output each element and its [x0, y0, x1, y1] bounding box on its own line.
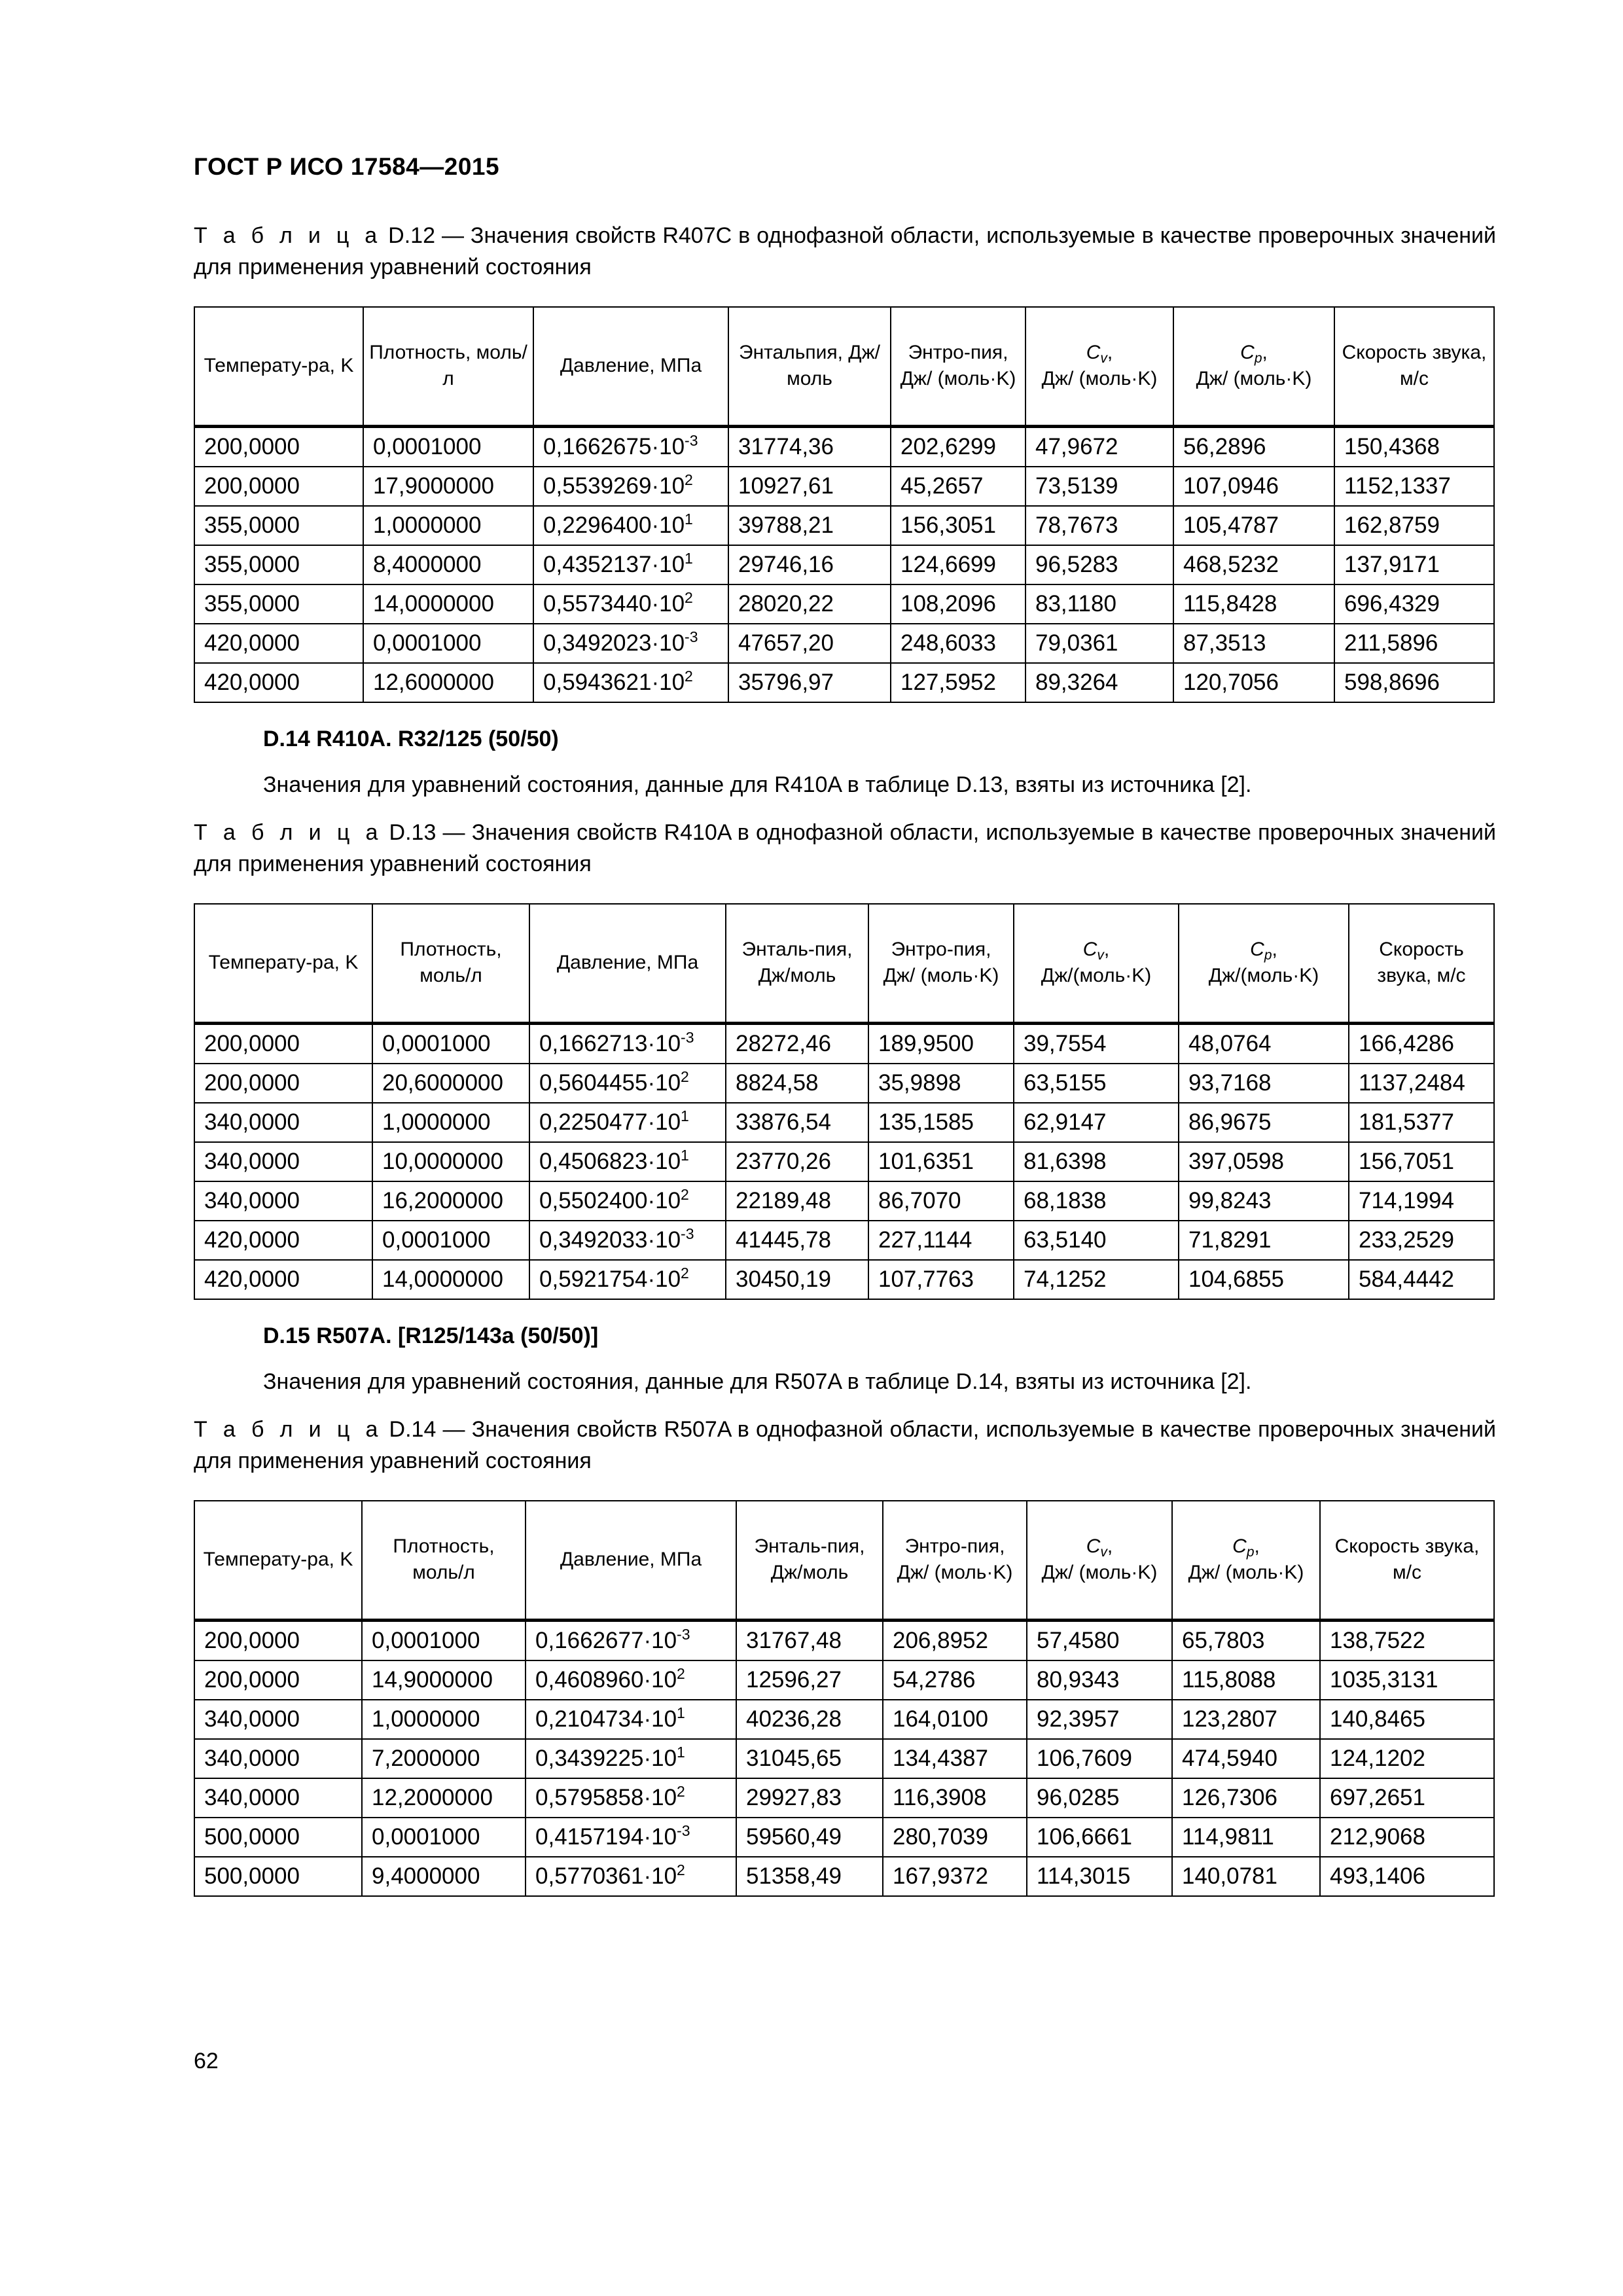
cell-enthalpy: 35796,97 — [728, 663, 891, 702]
cell-temperature: 340,0000 — [194, 1103, 372, 1142]
cell-cv: 57,4580 — [1027, 1620, 1172, 1660]
table-row — [194, 1221, 1494, 1260]
cell-entropy: 164,0100 — [883, 1700, 1027, 1739]
header-sound-speed: Скорость звука, м/с — [1334, 307, 1494, 426]
cell-density: 0,0001000 — [372, 1023, 529, 1064]
table-row — [194, 584, 1494, 624]
cell-cv: 74,1252 — [1014, 1260, 1179, 1299]
cell-pressure: $0,4608960\cdot 10^2$ — [526, 1660, 736, 1700]
cell-cv: 96,5283 — [1026, 545, 1173, 584]
cell-enthalpy: 39788,21 — [728, 506, 891, 545]
cell-pressure: $0,5795858\cdot 10^2$ — [526, 1778, 736, 1818]
cell-sound-speed: 212,9068 — [1320, 1818, 1494, 1857]
header-enthalpy: Энталь-пия, Дж/моль — [726, 904, 868, 1023]
cell-cp: 99,8243 — [1179, 1181, 1349, 1221]
cell-temperature: 500,0000 — [194, 1818, 362, 1857]
cell-cv: 92,3957 — [1027, 1700, 1172, 1739]
cell-enthalpy: 41445,78 — [726, 1221, 868, 1260]
cell-cp: 48,0764 — [1179, 1023, 1349, 1064]
cell-cv: 63,5155 — [1014, 1064, 1179, 1103]
cell-cv: 96,0285 — [1027, 1778, 1172, 1818]
table-row — [194, 1181, 1494, 1221]
table-row — [194, 467, 1494, 506]
cell-cp: 65,7803 — [1172, 1620, 1320, 1660]
cell-cp: 126,7306 — [1172, 1778, 1320, 1818]
cell-cv: 63,5140 — [1014, 1221, 1179, 1260]
cell-temperature: 200,0000 — [194, 1660, 362, 1700]
header-pressure: Давление, МПа — [529, 904, 726, 1023]
cell-sound-speed: 1152,1337 — [1334, 467, 1494, 506]
table-row — [194, 1700, 1494, 1739]
cell-enthalpy: 59560,49 — [736, 1818, 883, 1857]
cell-cv: 68,1838 — [1014, 1181, 1179, 1221]
cell-enthalpy: 33876,54 — [726, 1103, 868, 1142]
cell-pressure: $0,2250477\cdot 10^1$ — [529, 1103, 726, 1142]
cell-density: 0,0001000 — [362, 1818, 526, 1857]
cell-sound-speed: 696,4329 — [1334, 584, 1494, 624]
cell-pressure: $0,3492023\cdot 10^{-3}$ — [533, 624, 728, 663]
cell-cv: 81,6398 — [1014, 1142, 1179, 1181]
cell-enthalpy: 10927,61 — [728, 467, 891, 506]
cell-cv: 80,9343 — [1027, 1660, 1172, 1700]
cell-density: 12,6000000 — [363, 663, 533, 702]
header-cp: $C_p$, Дж/ (моль·K) — [1172, 1501, 1320, 1620]
cell-cp: 56,2896 — [1173, 426, 1334, 467]
table-row — [194, 1142, 1494, 1181]
cell-entropy: 54,2786 — [883, 1660, 1027, 1700]
header-cv: $C_v$, Дж/ (моль·K) — [1026, 307, 1173, 426]
cell-cv: 78,7673 — [1026, 506, 1173, 545]
section-text-d15: Значения для уравнений состояния, данные для R507A в таблице D.14, взяты из источника [2]. — [263, 1369, 1252, 1394]
section-title-d15: D.15 R507A. [R125/143a (50/50)] — [263, 1323, 599, 1348]
caption-prefix: Т а б л и ц а — [194, 820, 383, 845]
cell-temperature: 355,0000 — [194, 584, 363, 624]
cell-cp: 93,7168 — [1179, 1064, 1349, 1103]
cell-entropy: 135,1585 — [868, 1103, 1014, 1142]
cell-cp: 115,8088 — [1172, 1660, 1320, 1700]
table-row — [194, 624, 1494, 663]
cell-enthalpy: 28020,22 — [728, 584, 891, 624]
cell-sound-speed: 124,1202 — [1320, 1739, 1494, 1778]
table-row — [194, 506, 1494, 545]
table-row — [194, 1023, 1494, 1064]
cell-temperature: 500,0000 — [194, 1857, 362, 1896]
cell-temperature: 340,0000 — [194, 1181, 372, 1221]
cell-enthalpy: 8824,58 — [726, 1064, 868, 1103]
cell-sound-speed: 697,2651 — [1320, 1778, 1494, 1818]
cell-entropy: 108,2096 — [891, 584, 1026, 624]
header-density: Плотность, моль/л — [362, 1501, 526, 1620]
cell-density: 0,0001000 — [362, 1620, 526, 1660]
cell-entropy: 124,6699 — [891, 545, 1026, 584]
cell-cp: 468,5232 — [1173, 545, 1334, 584]
cell-cv: 114,3015 — [1027, 1857, 1172, 1896]
header-entropy: Энтро-пия, Дж/ (моль·K) — [883, 1501, 1027, 1620]
cell-sound-speed: 162,8759 — [1334, 506, 1494, 545]
header-sound-speed: Скорость звука, м/с — [1320, 1501, 1494, 1620]
cell-temperature: 200,0000 — [194, 1064, 372, 1103]
header-entropy: Энтро-пия, Дж/ (моль·K) — [891, 307, 1026, 426]
caption-text: D.12 — Значения свойств R407C в однофазной области, используемые в качестве проверочных значений для применения уравнений состояния — [194, 223, 1497, 279]
cell-density: 9,4000000 — [362, 1857, 526, 1896]
cell-pressure: $0,3439225\cdot 10^1$ — [526, 1739, 736, 1778]
cell-enthalpy: 22189,48 — [726, 1181, 868, 1221]
cell-cp: 107,0946 — [1173, 467, 1334, 506]
header-density: Плотность, моль/л — [372, 904, 529, 1023]
cell-temperature: 420,0000 — [194, 1221, 372, 1260]
cell-cv: 47,9672 — [1026, 426, 1173, 467]
cell-sound-speed: 1035,3131 — [1320, 1660, 1494, 1700]
table-d14 — [194, 1500, 1495, 1897]
cell-entropy: 116,3908 — [883, 1778, 1027, 1818]
cell-pressure: $0,5770361\cdot 10^2$ — [526, 1857, 736, 1896]
cell-enthalpy: 40236,28 — [736, 1700, 883, 1739]
header-entropy: Энтро-пия, Дж/ (моль·K) — [868, 904, 1014, 1023]
header-pressure: Давление, МПа — [526, 1501, 736, 1620]
cell-pressure: $0,4352137\cdot 10^1$ — [533, 545, 728, 584]
page-header-title: ГОСТ Р ИСО 17584—2015 — [194, 153, 500, 180]
cell-cv: 39,7554 — [1014, 1023, 1179, 1064]
section-title-d14: D.14 R410A. R32/125 (50/50) — [263, 726, 559, 751]
cell-cp: 397,0598 — [1179, 1142, 1349, 1181]
cell-density: 16,2000000 — [372, 1181, 529, 1221]
section-text-d14: Значения для уравнений состояния, данные для R410A в таблице D.13, взяты из источника [2]. — [263, 772, 1252, 797]
cell-sound-speed: 493,1406 — [1320, 1857, 1494, 1896]
header-temperature: Температу-ра, K — [194, 307, 363, 426]
cell-density: 14,0000000 — [363, 584, 533, 624]
cell-sound-speed: 181,5377 — [1349, 1103, 1494, 1142]
table-row — [194, 663, 1494, 702]
cell-pressure: $0,5604455\cdot 10^2$ — [529, 1064, 726, 1103]
cell-density: 14,9000000 — [362, 1660, 526, 1700]
cell-cv: 89,3264 — [1026, 663, 1173, 702]
cell-pressure: $0,5573440\cdot 10^2$ — [533, 584, 728, 624]
cell-cp: 104,6855 — [1179, 1260, 1349, 1299]
cell-temperature: 355,0000 — [194, 506, 363, 545]
cell-density: 0,0001000 — [363, 426, 533, 467]
cell-cp: 123,2807 — [1172, 1700, 1320, 1739]
cell-enthalpy: 29927,83 — [736, 1778, 883, 1818]
cell-sound-speed: 211,5896 — [1334, 624, 1494, 663]
table-caption-d12 — [194, 220, 1496, 283]
cell-pressure: $0,5502400\cdot 10^2$ — [529, 1181, 726, 1221]
cell-entropy: 167,9372 — [883, 1857, 1027, 1896]
cell-temperature: 420,0000 — [194, 1260, 372, 1299]
cell-sound-speed: 714,1994 — [1349, 1181, 1494, 1221]
cell-enthalpy: 28272,46 — [726, 1023, 868, 1064]
table-row — [194, 1660, 1494, 1700]
cell-pressure: $0,4506823\cdot 10^1$ — [529, 1142, 726, 1181]
cell-sound-speed: 140,8465 — [1320, 1700, 1494, 1739]
cell-cp: 105,4787 — [1173, 506, 1334, 545]
cell-entropy: 227,1144 — [868, 1221, 1014, 1260]
cell-sound-speed: 584,4442 — [1349, 1260, 1494, 1299]
cell-enthalpy: 31767,48 — [736, 1620, 883, 1660]
cell-density: 0,0001000 — [372, 1221, 529, 1260]
table-header-row — [194, 904, 1494, 1023]
cell-density: 8,4000000 — [363, 545, 533, 584]
cell-temperature: 340,0000 — [194, 1700, 362, 1739]
header-temperature: Температу-ра, K — [194, 904, 372, 1023]
cell-cv: 79,0361 — [1026, 624, 1173, 663]
cell-density: 7,2000000 — [362, 1739, 526, 1778]
table-caption-d13 — [194, 817, 1496, 880]
caption-text: D.14 — Значения свойств R507A в однофазной области, используемые в качестве проверочных значений для применения уравнений состояния — [194, 1417, 1497, 1473]
cell-cv: 106,6661 — [1027, 1818, 1172, 1857]
cell-temperature: 420,0000 — [194, 663, 363, 702]
cell-cp: 87,3513 — [1173, 624, 1334, 663]
cell-cp: 120,7056 — [1173, 663, 1334, 702]
cell-sound-speed: 598,8696 — [1334, 663, 1494, 702]
cell-pressure: $0,1662677\cdot 10^{-3}$ — [526, 1620, 736, 1660]
table-row — [194, 426, 1494, 467]
header-sound-speed: Скорость звука, м/с — [1349, 904, 1494, 1023]
header-enthalpy: Энтальпия, Дж/моль — [728, 307, 891, 426]
cell-sound-speed: 1137,2484 — [1349, 1064, 1494, 1103]
cell-pressure: $0,2104734\cdot 10^1$ — [526, 1700, 736, 1739]
cell-temperature: 420,0000 — [194, 624, 363, 663]
cell-temperature: 355,0000 — [194, 545, 363, 584]
cell-enthalpy: 31774,36 — [728, 426, 891, 467]
table-row — [194, 1064, 1494, 1103]
cell-sound-speed: 156,7051 — [1349, 1142, 1494, 1181]
header-cv: $C_v$, Дж/ (моль·K) — [1027, 1501, 1172, 1620]
header-temperature: Температу-ра, K — [194, 1501, 362, 1620]
cell-temperature: 200,0000 — [194, 1620, 362, 1660]
table-row — [194, 545, 1494, 584]
cell-pressure: $0,2296400\cdot 10^1$ — [533, 506, 728, 545]
cell-entropy: 202,6299 — [891, 426, 1026, 467]
cell-pressure: $0,3492033\cdot 10^{-3}$ — [529, 1221, 726, 1260]
table-header-row — [194, 307, 1494, 426]
header-enthalpy: Энталь-пия, Дж/моль — [736, 1501, 883, 1620]
caption-prefix: Т а б л и ц а — [194, 1417, 383, 1442]
cell-enthalpy: 12596,27 — [736, 1660, 883, 1700]
cell-cp: 71,8291 — [1179, 1221, 1349, 1260]
table-d13 — [194, 903, 1495, 1300]
cell-enthalpy: 31045,65 — [736, 1739, 883, 1778]
cell-density: 14,0000000 — [372, 1260, 529, 1299]
cell-density: 1,0000000 — [362, 1700, 526, 1739]
cell-entropy: 35,9898 — [868, 1064, 1014, 1103]
cell-sound-speed: 166,4286 — [1349, 1023, 1494, 1064]
table-row — [194, 1778, 1494, 1818]
cell-temperature: 340,0000 — [194, 1778, 362, 1818]
table-row — [194, 1260, 1494, 1299]
cell-density: 1,0000000 — [372, 1103, 529, 1142]
header-cv: $C_v$, Дж/(моль·K) — [1014, 904, 1179, 1023]
cell-density: 10,0000000 — [372, 1142, 529, 1181]
cell-pressure: $0,5921754\cdot 10^2$ — [529, 1260, 726, 1299]
cell-cp: 140,0781 — [1172, 1857, 1320, 1896]
cell-enthalpy: 30450,19 — [726, 1260, 868, 1299]
cell-entropy: 134,4387 — [883, 1739, 1027, 1778]
caption-prefix: Т а б л и ц а — [194, 223, 382, 248]
cell-enthalpy: 51358,49 — [736, 1857, 883, 1896]
cell-temperature: 200,0000 — [194, 467, 363, 506]
cell-pressure: $0,4157194\cdot 10^{-3}$ — [526, 1818, 736, 1857]
cell-entropy: 156,3051 — [891, 506, 1026, 545]
cell-cp: 115,8428 — [1173, 584, 1334, 624]
cell-pressure: $0,5943621\cdot 10^2$ — [533, 663, 728, 702]
cell-density: 17,9000000 — [363, 467, 533, 506]
table-row — [194, 1818, 1494, 1857]
cell-cv: 106,7609 — [1027, 1739, 1172, 1778]
cell-temperature: 340,0000 — [194, 1739, 362, 1778]
cell-pressure: $0,1662675\cdot 10^{-3}$ — [533, 426, 728, 467]
cell-cv: 83,1180 — [1026, 584, 1173, 624]
cell-temperature: 340,0000 — [194, 1142, 372, 1181]
cell-temperature: 200,0000 — [194, 1023, 372, 1064]
cell-sound-speed: 150,4368 — [1334, 426, 1494, 467]
cell-entropy: 280,7039 — [883, 1818, 1027, 1857]
cell-density: 12,2000000 — [362, 1778, 526, 1818]
cell-density: 1,0000000 — [363, 506, 533, 545]
cell-enthalpy: 29746,16 — [728, 545, 891, 584]
cell-entropy: 248,6033 — [891, 624, 1026, 663]
cell-density: 0,0001000 — [363, 624, 533, 663]
cell-entropy: 101,6351 — [868, 1142, 1014, 1181]
cell-cv: 62,9147 — [1014, 1103, 1179, 1142]
table-header-row — [194, 1501, 1494, 1620]
cell-sound-speed: 138,7522 — [1320, 1620, 1494, 1660]
header-cp: $C_p$, Дж/(моль·K) — [1179, 904, 1349, 1023]
cell-pressure: $0,1662713\cdot 10^{-3}$ — [529, 1023, 726, 1064]
cell-sound-speed: 137,9171 — [1334, 545, 1494, 584]
cell-entropy: 45,2657 — [891, 467, 1026, 506]
caption-text: D.13 — Значения свойств R410A в однофазной области, используемые в качестве проверочных значений для применения уравнений состояния — [194, 820, 1497, 876]
page-number: 62 — [194, 2049, 219, 2073]
cell-entropy: 107,7763 — [868, 1260, 1014, 1299]
table-row — [194, 1739, 1494, 1778]
table-d12 — [194, 306, 1495, 703]
header-pressure: Давление, МПа — [533, 307, 728, 426]
cell-entropy: 206,8952 — [883, 1620, 1027, 1660]
header-cp: $C_p$, Дж/ (моль·K) — [1173, 307, 1334, 426]
cell-sound-speed: 233,2529 — [1349, 1221, 1494, 1260]
cell-density: 20,6000000 — [372, 1064, 529, 1103]
table-caption-d14 — [194, 1414, 1496, 1477]
cell-entropy: 86,7070 — [868, 1181, 1014, 1221]
cell-cp: 86,9675 — [1179, 1103, 1349, 1142]
cell-enthalpy: 47657,20 — [728, 624, 891, 663]
table-row — [194, 1857, 1494, 1896]
cell-pressure: $0,5539269\cdot 10^2$ — [533, 467, 728, 506]
cell-entropy: 189,9500 — [868, 1023, 1014, 1064]
table-row — [194, 1103, 1494, 1142]
cell-cp: 114,9811 — [1172, 1818, 1320, 1857]
table-row — [194, 1620, 1494, 1660]
cell-entropy: 127,5952 — [891, 663, 1026, 702]
cell-enthalpy: 23770,26 — [726, 1142, 868, 1181]
cell-cp: 474,5940 — [1172, 1739, 1320, 1778]
cell-cv: 73,5139 — [1026, 467, 1173, 506]
header-density: Плотность, моль/л — [363, 307, 533, 426]
cell-temperature: 200,0000 — [194, 426, 363, 467]
